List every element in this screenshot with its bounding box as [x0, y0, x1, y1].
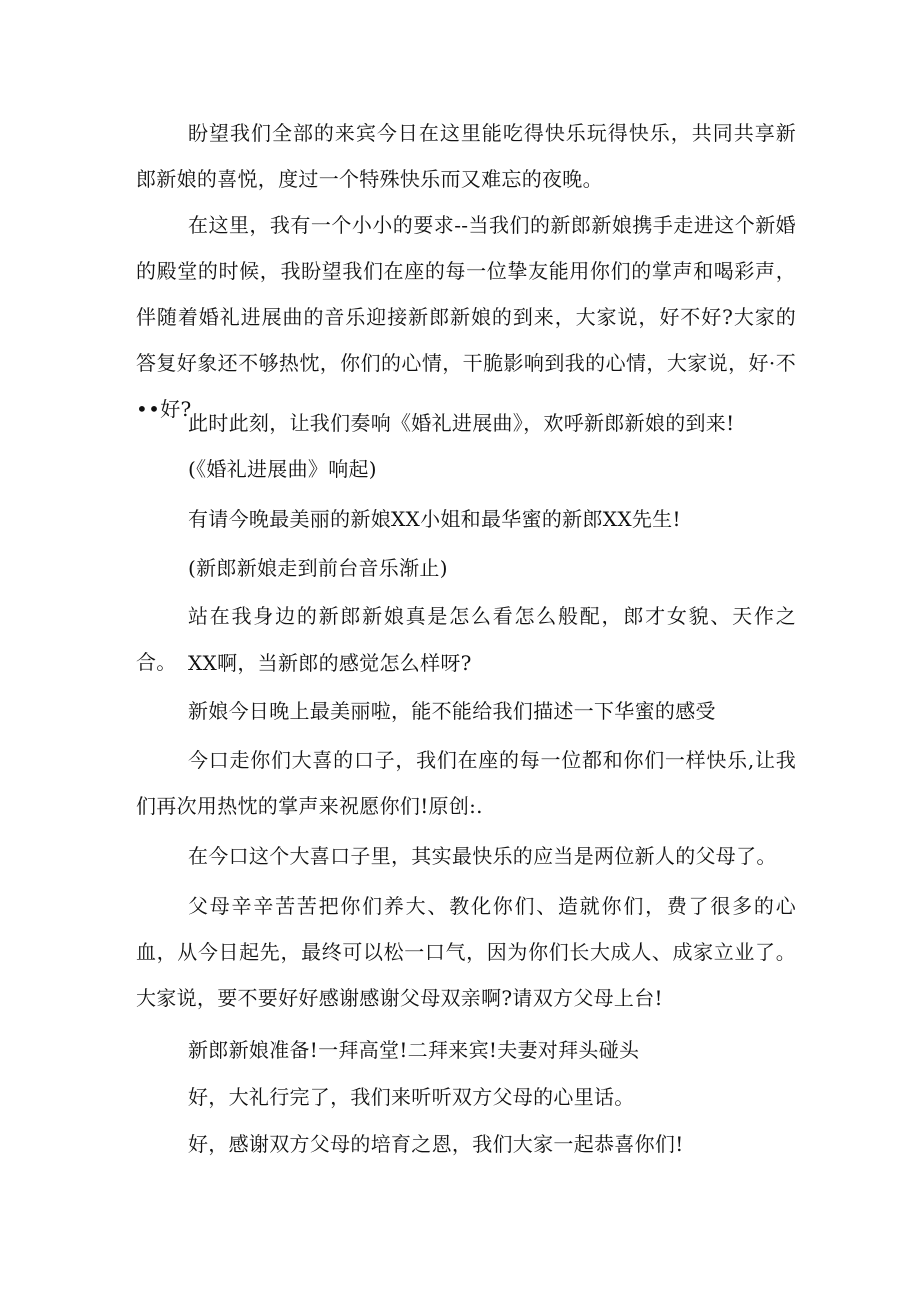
paragraph-14: 好，大礼行完了，我们来听听双方父母的心里话。 [188, 1085, 635, 1109]
paragraph-4: (《婚礼进展曲》响起) [188, 457, 377, 481]
paragraph-15: 好，感谢双方父母的培育之恩，我们大家一起恭喜你们! [188, 1132, 684, 1156]
paragraph-8: XX啊，当新郎的感觉怎么样呀? [188, 651, 472, 675]
paragraph-7: 站在我身边的新郎新娘真是怎么看怎么般配，郎才女貌、天作之合。 [136, 604, 796, 674]
paragraph-6: (新郎新娘走到前台音乐渐止) [188, 556, 448, 580]
paragraph-2: 在这里，我有一个小小的要求--当我们的新郎新娘携手走进这个新婚的殿堂的时候，我盼望我们在座的每一位挚友能用你们的掌声和喝彩声，伴随着婚礼进展曲的音乐迎接新郎新娘的到来，大家说，好不好?大家的答复好象还不够热忱，你们的心情，干脆影响到我的心情，大家说，好·不••好? [136, 213, 796, 421]
paragraph-3: 此时此刻，让我们奏响《婚礼进展曲》，欢呼新郎新娘的到来! [188, 411, 735, 435]
paragraph-9: 新娘今日晚上最美丽啦，能不能给我们描述一下华蜜的感受 [188, 699, 716, 723]
paragraph-11: 在今口这个大喜口子里，其实最快乐的应当是两位新人的父母了。 [188, 844, 777, 868]
paragraph-5: 有请今晚最美丽的新娘XX小姐和最华蜜的新郎XX先生! [188, 507, 681, 531]
paragraph-13: 新郎新娘准备!一拜高堂!二拜来宾!夫妻对拜头碰头 [188, 1038, 640, 1062]
paragraph-10: 今口走你们大喜的口子，我们在座的每一位都和你们一样快乐,让我们再次用热忱的掌声来祝愿你们!原创:. [136, 748, 796, 818]
paragraph-12: 父母辛辛苦苦把你们养大、教化你们、造就你们，费了很多的心血，从今日起先，最终可以松一口气，因为你们长大成人、成家立业了。大家说，要不要好好感谢感谢父母双亲啊?请双方父母上台! [136, 894, 796, 1010]
paragraph-1: 盼望我们全部的来宾今日在这里能吃得快乐玩得快乐，共同共享新郎新娘的喜悦，度过一个特殊快乐而又难忘的夜晚。 [136, 121, 796, 191]
